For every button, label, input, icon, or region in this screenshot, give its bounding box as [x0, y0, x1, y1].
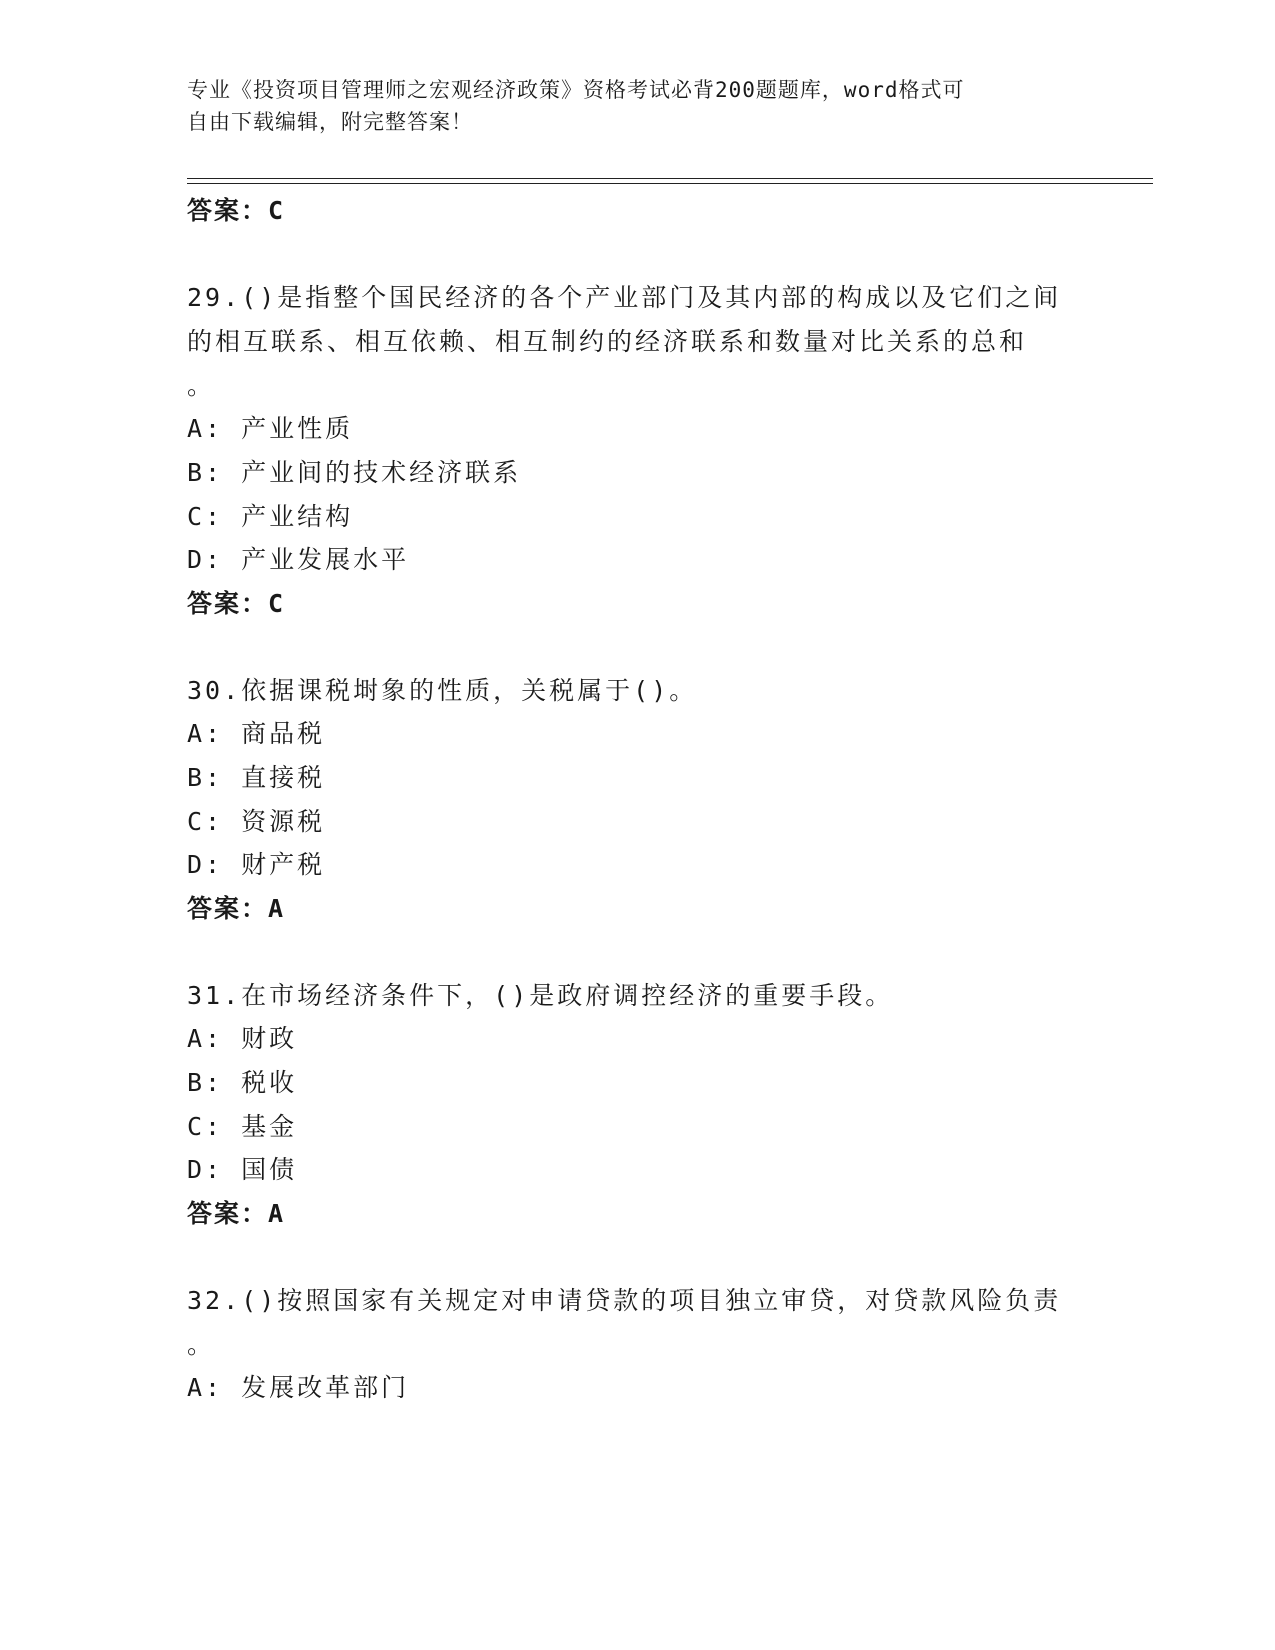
header-line-1: 专业《投资项目管理师之宏观经济政策》资格考试必背200题题库，word格式可 — [187, 78, 965, 102]
question-29-text-line-3: 。 — [187, 371, 216, 400]
question-32-text-line-2: 。 — [187, 1330, 216, 1359]
question-32-text-line-1: 32.()按照国家有关规定对申请贷款的项目独立审贷，对贷款风险负责 — [187, 1286, 1062, 1315]
question-29-option-c: C: 产业结构 — [187, 502, 354, 531]
question-29-text-line-1: 29.()是指整个国民经济的各个产业部门及其内部的构成以及它们之间 — [187, 283, 1062, 312]
question-29-text-line-2: 的相互联系、相互依赖、相互制约的经济联系和数量对比关系的总和 — [187, 327, 1028, 356]
question-29-option-d: D: 产业发展水平 — [187, 545, 410, 574]
question-30-option-a: A: 商品税 — [187, 719, 326, 748]
question-30-option-c: C: 资源税 — [187, 807, 326, 836]
question-30-text-line-1: 30.依据课税埘象的性质，关税属于()。 — [187, 676, 698, 705]
question-29-option-a: A: 产业性质 — [187, 414, 354, 443]
question-31-answer: 答案：A — [187, 1199, 286, 1228]
question-29-option-b: B: 产业间的技术经济联系 — [187, 458, 522, 487]
question-31-option-b: B: 税收 — [187, 1068, 298, 1097]
header-line-2: 自由下载编辑，附完整答案！ — [187, 110, 473, 134]
question-31-option-d: D: 国债 — [187, 1155, 298, 1184]
question-31-option-c: C: 基金 — [187, 1112, 298, 1141]
header-rule-bottom — [187, 183, 1153, 184]
question-30-answer: 答案：A — [187, 894, 286, 923]
previous-answer: 答案：C — [187, 196, 286, 225]
question-31-option-a: A: 财政 — [187, 1024, 298, 1053]
question-30-option-b: B: 直接税 — [187, 763, 326, 792]
question-30-option-d: D: 财产税 — [187, 850, 326, 879]
question-32-option-a: A: 发展改革部门 — [187, 1373, 410, 1402]
question-29-answer: 答案：C — [187, 589, 286, 618]
question-31-text-line-1: 31.在市场经济条件下，()是政府调控经济的重要手段。 — [187, 981, 894, 1010]
header-rule-top — [187, 178, 1153, 179]
document-header — [187, 74, 1067, 138]
